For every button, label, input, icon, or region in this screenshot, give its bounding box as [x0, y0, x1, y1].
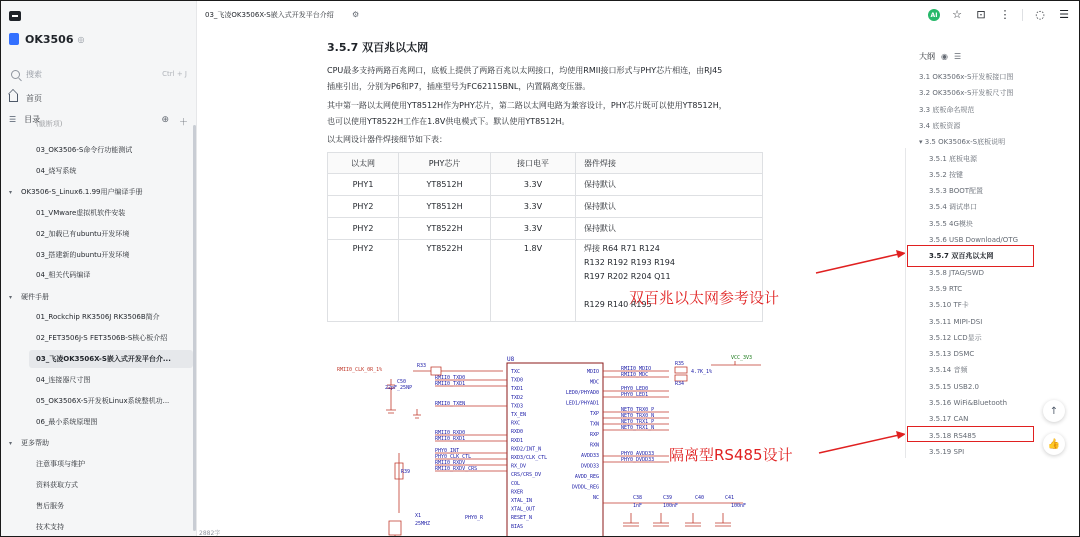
tree-section[interactable]: ▾ OK3506-S_Linux6.1.99用户编译手册 — [9, 188, 143, 196]
net-label: RMII0_TXD1 — [435, 381, 466, 387]
net-label: RMII0_TXEN — [435, 401, 466, 407]
annotation-rs485-label: 隔离型RS485设计 — [669, 446, 793, 464]
outline-item[interactable]: 3.5.4 调试串口 — [929, 203, 978, 212]
table-header: 以太网 — [328, 153, 399, 174]
tree-section[interactable]: ▾ 更多帮助 — [9, 439, 49, 447]
outline-item[interactable]: 3.5.9 RTC — [929, 284, 963, 293]
menu-icon[interactable]: ☰ — [1059, 8, 1069, 21]
tree-item[interactable]: 01_Rockchip RK3506J RK3506B简介 — [36, 313, 160, 321]
outline-item[interactable]: 3.5.2 按键 — [929, 170, 964, 179]
outline-item[interactable]: 3.3 底板命名规范 — [919, 105, 975, 114]
svg-text:100nF: 100nF — [731, 503, 747, 509]
svg-text:100nF: 100nF — [663, 503, 679, 509]
pin-label: RESET_N — [511, 515, 533, 522]
paragraph-3: 以太网设计器件焊接细节如下表： — [327, 135, 447, 144]
outline-item[interactable]: 3.5.16 WiFi&Bluetooth — [929, 399, 1008, 407]
tree-item[interactable]: 02_FET3506J-S FET3506B-S核心板介绍 — [36, 334, 168, 342]
table-header: 器件焊接 — [575, 153, 762, 174]
eye-icon[interactable]: ◉ — [941, 52, 948, 61]
settings-icon[interactable]: ⚙ — [352, 10, 360, 19]
space-name: OK3506 — [25, 32, 74, 46]
svg-text:PHY0_R: PHY0_R — [465, 515, 484, 521]
tree-item[interactable]: 04_相关代码编译 — [36, 271, 91, 279]
arrow-up-icon: ↑ — [1049, 405, 1059, 417]
net-label: RMII0_MDIO — [621, 366, 652, 372]
tree-item[interactable]: 注意事项与维护 — [36, 460, 85, 468]
net-label: NET0_TRX1_N — [621, 425, 655, 431]
tree-item[interactable]: 03_搭建新的ubuntu开发环境 — [36, 251, 130, 259]
svg-text:X1: X1 — [415, 513, 422, 519]
svg-text:R35: R35 — [675, 361, 685, 367]
pin-label: MDC — [589, 379, 599, 386]
outline-item[interactable]: 3.4 底板资源 — [919, 121, 961, 130]
tree-item[interactable]: 02_加载已有ubuntu开发环境 — [36, 230, 130, 238]
outline-item[interactable]: 3.5.7 双百兆以太网 — [929, 252, 994, 261]
pin-label: TXD2 — [511, 394, 524, 401]
pin-label: LED0/PHYAD0 — [565, 390, 599, 396]
pin-label: RXD1 — [511, 437, 524, 444]
outline-item[interactable]: 3.5.14 音频 — [929, 366, 968, 375]
table-cell: 3.3V — [491, 196, 576, 218]
pin-label: RXD0 — [511, 429, 524, 436]
tree-item[interactable]: 资料获取方式 — [36, 481, 78, 489]
tree-item[interactable]: 06_最小系统原理图 — [36, 418, 98, 426]
caret-down-icon: ▾ — [9, 188, 13, 196]
pin-label: RXD2/INT_N — [511, 446, 542, 453]
table-cell: 1.8V — [491, 240, 576, 322]
table-cell: YT8512H — [399, 174, 491, 196]
lock-icon: ◎ — [77, 34, 85, 44]
pin-label: DVDDL_REG — [571, 484, 599, 491]
search-shortcut: Ctrl + J — [162, 70, 187, 78]
net-label: RMII0_TXD0 — [435, 375, 466, 381]
pin-label: BIAS — [511, 523, 524, 530]
net-label: PHY0_DVDD33 — [621, 457, 655, 463]
tree-item[interactable]: 01_VMware虚拟机软件安装 — [36, 209, 126, 217]
search-placeholder: 搜索 — [26, 69, 42, 79]
tree-item[interactable]: 04_连接器尺寸图 — [36, 376, 91, 384]
pin-label: AVDD33 — [580, 453, 599, 459]
net-label: PHY0_AVDD33 — [621, 451, 655, 457]
list-icon: ☰ — [9, 114, 17, 124]
net-label: RMII0_RXDV_CRS — [435, 466, 478, 472]
caret-down-icon: ▾ — [9, 439, 13, 447]
ai-icon[interactable]: AI — [928, 9, 940, 21]
outline-item[interactable]: 3.5.1 底板电源 — [929, 154, 978, 163]
table-cell: YT8522H — [399, 240, 491, 322]
svg-text:C41: C41 — [725, 495, 735, 501]
table-cell-solder-list: 焊接 R64 R71 R124 R132 R192 R193 R194 R197 R202 R204 Q11 R129 R140 R195 — [575, 240, 762, 322]
tree-section[interactable]: ▾ 硬件手册 — [9, 293, 49, 301]
pin-label: TXD3 — [511, 403, 524, 410]
pin-label: MDIO — [586, 369, 599, 375]
pin-label: XTAL_OUT — [511, 506, 536, 513]
pin-label: CRS/CRS_DV — [511, 472, 542, 479]
pin-label: TXC — [511, 369, 521, 375]
svg-text:22pF_25NP: 22pF_25NP — [385, 385, 413, 391]
net-label: PHY0_LED1 — [621, 392, 649, 398]
collapse-icon[interactable]: ☰ — [953, 52, 962, 61]
svg-text:C39: C39 — [663, 495, 673, 501]
outline-item[interactable]: 3.5.13 DSMC — [929, 350, 975, 359]
table-header: 接口电平 — [491, 153, 576, 174]
net-label: NET0_TRX1_P — [621, 419, 655, 425]
pin-label: RXC — [511, 420, 521, 427]
annotation-ethernet-label: 双百兆以太网参考设计 — [629, 289, 780, 307]
table-cell: 保持默认 — [575, 218, 762, 240]
svg-text:25MHZ: 25MHZ — [415, 521, 431, 527]
outline-title: 大纲 — [919, 52, 935, 61]
word-count: 2882字 — [199, 530, 221, 537]
section-heading: 3.5.7 双百兆以太网 — [327, 41, 429, 54]
pin-label: TXP — [589, 411, 599, 417]
outline-item[interactable]: 3.5.6 USB Download/OTG — [929, 236, 1018, 244]
comment-icon[interactable]: ◌ — [1035, 8, 1045, 21]
outline-item[interactable]: 3.5.12 LCD显示 — [929, 333, 982, 342]
pin-label: NC — [592, 495, 599, 501]
table-cell: PHY2 — [328, 218, 399, 240]
pin-label: RX_DV — [511, 463, 527, 470]
net-label: PHY0_INT — [435, 448, 460, 454]
pin-label: RXD3/CLK_CTL — [511, 455, 548, 461]
paragraph-1: CPU最多支持两路百兆网口，底板上提供了两路百兆以太网接口，均使用RMII接口形式与PHY芯片相连，由RJ45 插座引出，分别为P6和P7，插座型号为FC62115BNL，内置隔离变压器。 — [327, 66, 723, 91]
pin-label: LED1/PHYAD1 — [565, 400, 599, 407]
net-label: RMII0_RXD0 — [435, 430, 466, 436]
bookmark-icon[interactable]: ⊡ — [976, 8, 986, 21]
pin-label: TXD0 — [511, 377, 524, 384]
highlight-box-rs485 — [907, 426, 1034, 442]
outline-item[interactable]: 3.5.5 4G模块 — [929, 219, 973, 228]
pin-label: RXP — [589, 432, 599, 438]
pin-label: RXN — [589, 442, 599, 449]
svg-text:C50: C50 — [397, 379, 407, 385]
table-cell: 保持默认 — [575, 196, 762, 218]
table-header: PHY芯片 — [399, 153, 491, 174]
pin-label: DVDD33 — [580, 463, 599, 470]
svg-text:R34: R34 — [675, 381, 685, 387]
star-icon[interactable]: ☆ — [952, 8, 962, 21]
outline-item[interactable]: 3.5.17 CAN — [929, 415, 969, 424]
caret-down-icon: ▾ — [9, 293, 13, 301]
nav-home-label: 首页 — [26, 93, 42, 103]
table-cell: PHY1 — [328, 174, 399, 196]
net-label: NET0_TRX0_P — [621, 407, 655, 413]
svg-text:4.7K_1%: 4.7K_1% — [691, 369, 713, 375]
net-label: PHY0_CLK_CTL — [435, 454, 472, 460]
table-cell: 3.3V — [491, 174, 576, 196]
outline-item[interactable]: 3.5.10 TF卡 — [929, 301, 969, 310]
tree-item[interactable]: (截断项) — [36, 120, 63, 128]
outline-item[interactable]: 3.5.15 USB2.0 — [929, 382, 979, 391]
tree-item[interactable]: 03_OK3506-S命令行功能测试 — [36, 146, 133, 154]
nav-toc-label: 目录 — [24, 114, 41, 124]
pin-label: COL — [511, 480, 521, 487]
outline-item[interactable]: 3.2 OK3506x-S开发板尺寸图 — [919, 89, 1014, 98]
table-cell: YT8512H — [399, 196, 491, 218]
outline-item[interactable]: 3.5.18 RS485 — [929, 431, 977, 440]
paragraph-2: 其中第一路以太网使用YT8512H作为PHY芯片，第二路以太网电路为兼容设计，PHY芯片既可以使用YT8512H， 也可以使用YT8522H工作在1.8V供电模式下。默认使用YT8512H。 — [327, 101, 727, 126]
arrow-ethernet — [816, 254, 899, 273]
table-cell: YT8522H — [399, 218, 491, 240]
tree-item-active[interactable]: 03_飞凌OK3506X-S嵌入式开发平台介... — [29, 350, 193, 368]
pin-label: RXER — [511, 489, 524, 496]
outline-guide-line — [905, 148, 906, 458]
pin-label: XTAL_IN — [511, 498, 533, 504]
tree-item[interactable]: 05_OK3506X-S开发板Linux系统整机功... — [36, 397, 170, 405]
net-label: RMII0_CLK_0R_1% — [337, 367, 383, 373]
svg-text:VCC_3V3: VCC_3V3 — [731, 355, 753, 361]
arrow-rs485 — [819, 435, 899, 453]
svg-text:R33: R33 — [417, 363, 427, 369]
svg-text:C38: C38 — [633, 495, 643, 501]
pin-label: AVDD_REG — [574, 474, 599, 480]
outline-item[interactable]: 3.1 OK3506x-S开发板接口图 — [919, 73, 1014, 81]
pin-label: TXN — [589, 421, 599, 428]
table-cell: 保持默认 — [575, 174, 762, 196]
chip-ref: U8 — [507, 356, 515, 363]
thumbs-up-icon: 👍 — [1047, 438, 1061, 450]
outline-item[interactable]: 3.5.11 MIPI-DSI — [929, 317, 983, 326]
tree-item[interactable]: 售后服务 — [36, 502, 64, 510]
net-label: RMII0_RXD1 — [435, 436, 466, 442]
tree-item[interactable]: 04_烧写系统 — [36, 167, 77, 175]
table-cell: PHY2 — [328, 196, 399, 218]
outline-item[interactable]: ▾ 3.5 OK3506x-S底板说明 — [919, 138, 1006, 147]
add-icon[interactable]: ＋ — [178, 118, 188, 128]
more-icon[interactable]: ⋮ — [999, 8, 1011, 21]
table-cell: 3.3V — [491, 218, 576, 240]
outline-header — [919, 51, 961, 62]
pin-label: TX_EN — [511, 412, 527, 418]
back-to-top-button[interactable] — [1043, 400, 1065, 422]
table-cell: PHY2 — [328, 240, 399, 322]
tree-item[interactable]: 技术支持 — [36, 523, 64, 531]
svg-text:C40: C40 — [695, 495, 705, 501]
doc-tab-title[interactable]: 03_飞凌OK3506X-S嵌入式开发平台介绍 — [205, 11, 334, 19]
highlight-box-ethernet — [907, 245, 1034, 267]
net-label: RMII0_MDC — [621, 372, 649, 378]
net-label: RMII0_RXDV — [435, 460, 466, 466]
svg-text:1nF: 1nF — [633, 503, 643, 509]
locate-icon[interactable]: ⊕ — [161, 115, 169, 125]
outline-item[interactable]: 3.5.8 JTAG/SWD — [929, 268, 985, 277]
outline-item[interactable]: 3.5.3 BOOT配置 — [929, 187, 984, 196]
net-label: NET0_TRX0_N — [621, 413, 655, 419]
outline-item[interactable]: 3.5.19 SPI — [929, 447, 965, 456]
svg-text:R39: R39 — [401, 469, 411, 475]
net-label: PHY0_LED0 — [621, 386, 649, 392]
like-button[interactable] — [1043, 433, 1065, 455]
pin-label: TXD1 — [511, 386, 524, 393]
